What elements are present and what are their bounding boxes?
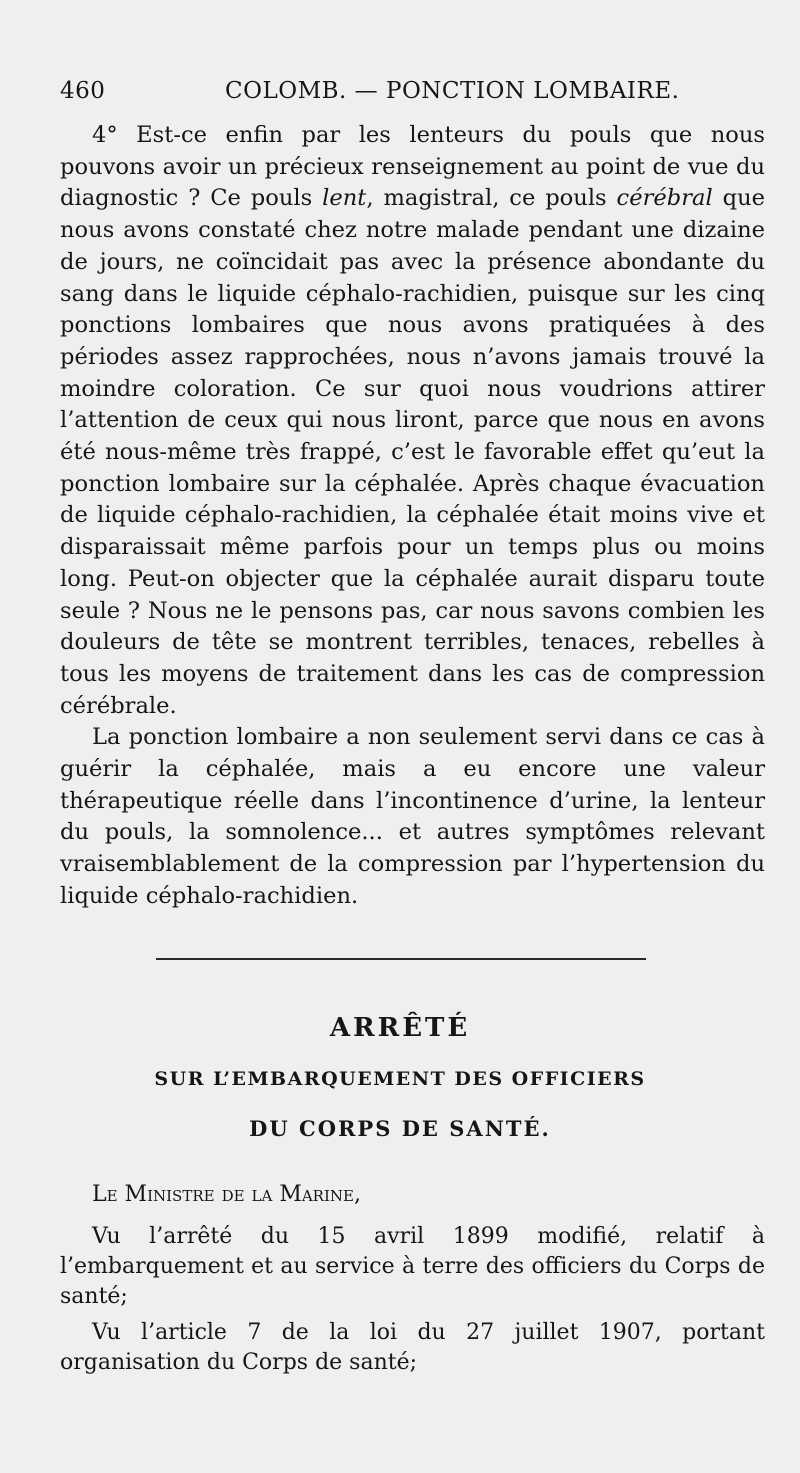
decree-visa: Vu l’arrêté du 15 avril 1899 modifié, relatif à l’embarquement et au service à terre des officiers du Corps de santé;	[60, 1224, 765, 1309]
decree-minister: Le Ministre de la Marine,	[92, 1182, 361, 1207]
decree-title: ARRÊTÉ	[329, 1013, 471, 1043]
decree-body	[60, 1180, 765, 1378]
section-divider	[156, 958, 646, 960]
emphasis-cerebral: cérébral	[616, 185, 713, 212]
paragraph: 4° Est-ce enfin par les lenteurs du pouls que nous pouvons avoir un précieux renseignement au point de vue du diagnostic ? Ce pouls lent, magistral, ce pouls cérébral que nous avons constaté chez notre malade pendant une dizaine de jours, ne coïncidait pas avec la présence abondante du sang dans le liquide céphalo-rachidien, puisque sur les cinq ponctions lombaires que nous avons pratiquées à des périodes assez rapprochées, nous n’avons jamais trouvé la moindre coloration. Ce sur quoi nous voudrions attirer l’attention de ceux qui nous liront, parce que nous en avons été nous-même très frappé, c’est le favorable effet qu’eut la ponction lombaire sur la céphalée. Après chaque évacuation de liquide céphalo-rachidien, la céphalée était moins vive et disparaissait même parfois pour un temps plus ou moins long. Peut-on objecter que la céphalée aurait disparu toute seule ? Nous ne le pensons pas, car nous savons combien les douleurs de tête se montrent terribles, tenaces, rebelles à tous les moyens de traitement dans les cas de compression cérébrale.	[60, 122, 765, 719]
decree-subtitle-line2: DU CORPS DE SANTÉ.	[249, 1116, 551, 1141]
article-body	[60, 120, 765, 913]
running-head: COLOMB. — PONCTION LOMBAIRE.	[225, 78, 680, 104]
page-number: 460	[60, 78, 106, 104]
page-header	[60, 78, 750, 110]
decree-visa: Vu l’article 7 de la loi du 27 juillet 1907, portant organisation du Corps de santé;	[60, 1320, 765, 1375]
decree-subtitle-line1: SUR L’EMBARQUEMENT DES OFFICIERS	[154, 1068, 646, 1090]
paragraph: La ponction lombaire a non seulement servi dans ce cas à guérir la céphalée, mais a eu encore une valeur thérapeutique réelle dans l’incontinence d’urine, la lenteur du pouls, la somnolence... et autres symptômes relevant vraisemblablement de la compression par l’hypertension du liquide céphalo-rachidien.	[60, 724, 765, 909]
emphasis-lent: lent	[322, 185, 367, 212]
